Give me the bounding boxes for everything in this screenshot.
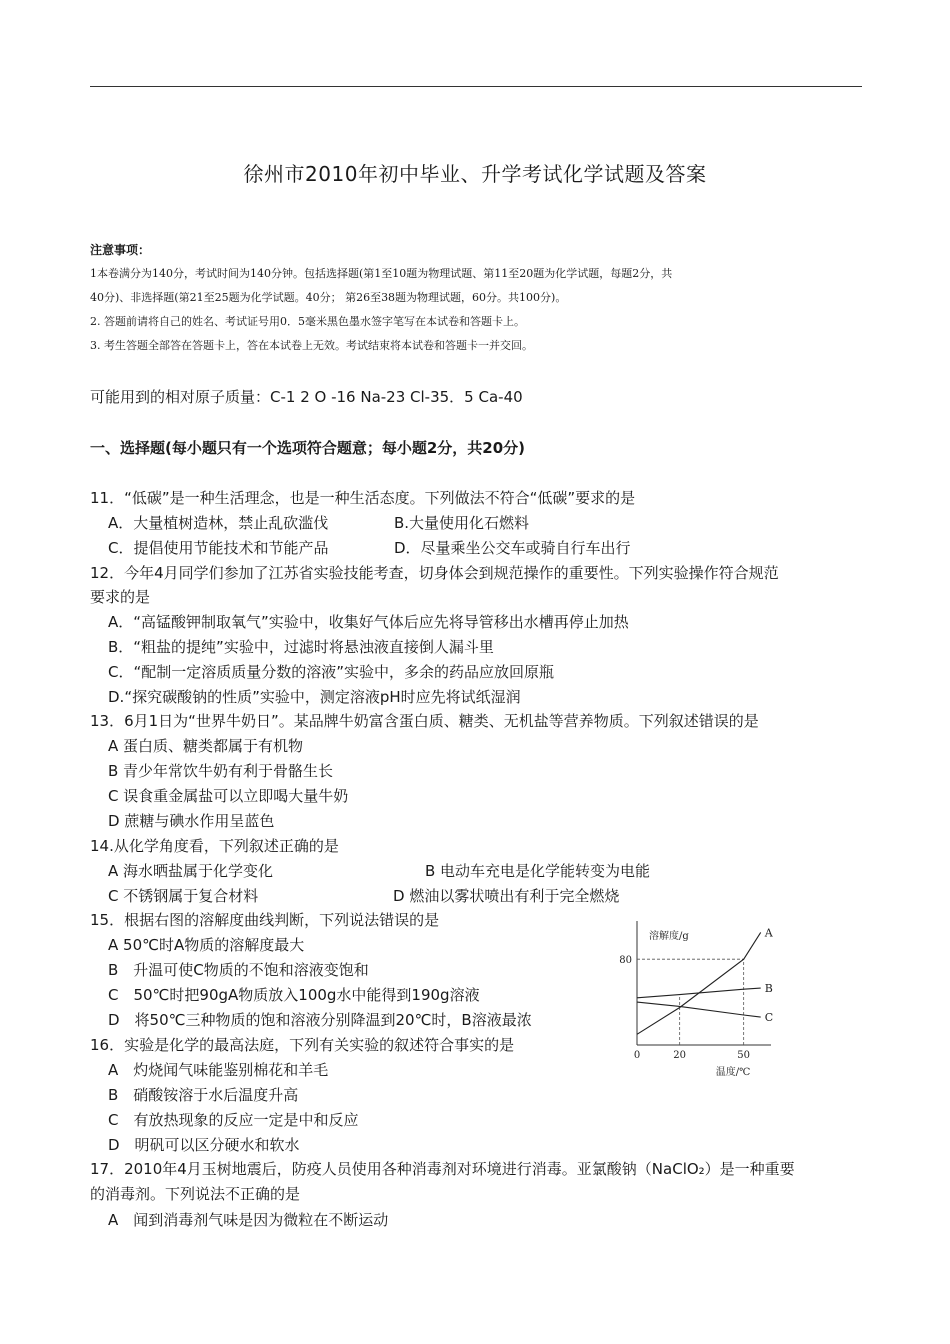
series-line-A — [637, 932, 761, 1034]
x-tick-50: 50 — [737, 1050, 751, 1061]
q16-option-d: D 明矾可以区分硬水和软水 — [108, 1136, 300, 1154]
q14-option-d: D 燃油以雾状喷出有利于完全燃烧 — [393, 887, 620, 905]
q15-stem: 15．根据右图的溶解度曲线判断，下列说法错误的是 — [90, 911, 440, 929]
q12-option-b: B．“粗盐的提纯”实验中，过滤时将悬浊液直接倒人漏斗里 — [108, 638, 494, 656]
q16-option-b: B 硝酸铵溶于水后温度升高 — [108, 1086, 299, 1104]
solubility-chart — [607, 915, 777, 1085]
note-2: 2. 答题前请将自己的姓名、考试证号用0．5毫米黑色墨水签字笔写在本试卷和答题卡上。 — [90, 315, 525, 328]
q16-option-a: A 灼烧闻气味能鉴别棉花和羊毛 — [108, 1061, 329, 1079]
q15-option-c: C 50℃时把90gA物质放入100g水中能得到190g溶液 — [108, 986, 480, 1004]
q13-stem: 13．6月1日为“世界牛奶日”。某品牌牛奶富含蛋白质、糖类、无机盐等营养物质。下列叙述错误的是 — [90, 712, 759, 730]
q16-stem: 16．实验是化学的最高法庭，下列有关实验的叙述符合事实的是 — [90, 1036, 515, 1054]
q12-option-d: D.“探究碳酸钠的性质”实验中，测定溶液pH时应先将试纸湿润 — [108, 688, 521, 706]
q12-stem-line2: 要求的是 — [90, 588, 151, 606]
series-line-C — [637, 1002, 761, 1017]
q14-stem: 14.从化学角度看，下列叙述正确的是 — [90, 837, 339, 855]
atomic-masses: 可能用到的相对原子质量：C-1 2 O -16 Na-23 Cl-35．5 Ca-40 — [90, 388, 523, 406]
q12-option-a: A．“高锰酸钾制取氧气”实验中，收集好气体后应先将导管移出水槽再停止加热 — [108, 613, 629, 631]
q13-option-b: B 青少年常饮牛奶有利于骨骼生长 — [108, 762, 334, 780]
series-label-B: B — [764, 982, 773, 996]
x-tick-0: 0 — [633, 1050, 641, 1061]
x-axis-label: 温度/℃ — [715, 1067, 751, 1078]
y-axis-label: 溶解度/g — [649, 931, 689, 942]
notes-heading: 注意事项： — [90, 243, 151, 257]
top-rule — [90, 86, 862, 87]
notes-block — [90, 238, 865, 358]
q11-option-a: A．大量植树造林，禁止乱砍滥伐 — [108, 514, 329, 532]
section-heading: 一、选择题(每小题只有一个选项符合题意；每小题2分，共20分) — [90, 439, 526, 457]
q13-option-c: C 误食重金属盐可以立即喝大量牛奶 — [108, 787, 349, 805]
x-tick-20: 20 — [673, 1050, 687, 1061]
q13-option-a: A 蛋白质、糖类都属于有机物 — [108, 737, 304, 755]
q11-option-c: C．提倡使用节能技术和节能产品 — [108, 539, 329, 557]
q14-option-c: C 不锈钢属于复合材料 — [108, 887, 259, 905]
q11-stem: 11．“低碳”是一种生活理念，也是一种生活态度。下列做法不符合“低碳”要求的是 — [90, 489, 636, 507]
q15-option-a: A 50℃时A物质的溶解度最大 — [108, 936, 305, 954]
series-label-C: C — [764, 1011, 774, 1025]
q14-option-a: A 海水晒盐属于化学变化 — [108, 862, 274, 880]
page-title: 徐州市2010年初中毕业、升学考试化学试题及答案 — [243, 162, 707, 186]
q12-stem-line1: 12．今年4月同学们参加了江苏省实验技能考查，切身体会到规范操作的重要性。下列实验操作符合规范 — [90, 564, 779, 582]
q11-option-b: B.大量使用化石燃料 — [394, 514, 530, 532]
series-line-B — [637, 988, 761, 998]
q17-option-a: A 闻到消毒剂气味是因为微粒在不断运动 — [108, 1211, 389, 1229]
q14-option-b: B 电动车充电是化学能转变为电能 — [425, 862, 651, 880]
q16-option-c: C 有放热现象的反应一定是中和反应 — [108, 1111, 359, 1129]
note-1a: 1本卷满分为140分，考试时间为140分钟。包括选择题(第1至10题为物理试题、第11至20题为化学试题，每题2分，共 — [90, 267, 673, 280]
q15-option-b: B 升温可使C物质的不饱和溶液变饱和 — [108, 961, 369, 979]
q12-option-c: C．“配制一定溶质质量分数的溶液”实验中，多余的药品应放回原瓶 — [108, 663, 555, 681]
q17-stem-line2: 的消毒剂。下列说法不正确的是 — [90, 1185, 301, 1203]
q17-stem-line1: 17．2010年4月玉树地震后，防疫人员使用各种消毒剂对环境进行消毒。亚氯酸钠（NaClO₂）是一种重要 — [90, 1160, 795, 1178]
q13-option-d: D 蔗糖与碘水作用呈蓝色 — [108, 812, 275, 830]
q11-option-d: D．尽量乘坐公交车或骑自行车出行 — [394, 539, 631, 557]
note-1b: 40分)、非选择题(第21至25题为化学试题。40分； 第26至38题为物理试题，60分。共100分)。 — [90, 291, 567, 304]
series-label-A: A — [764, 926, 773, 940]
q15-option-d: D 将50℃三种物质的饱和溶液分别降温到20℃时，B溶液最浓 — [108, 1011, 532, 1029]
note-3: 3. 考生答题全部答在答题卡上，答在本试卷上无效。考试结束将本试卷和答题卡一并交回。 — [90, 339, 533, 352]
y-tick-80: 80 — [619, 955, 632, 967]
